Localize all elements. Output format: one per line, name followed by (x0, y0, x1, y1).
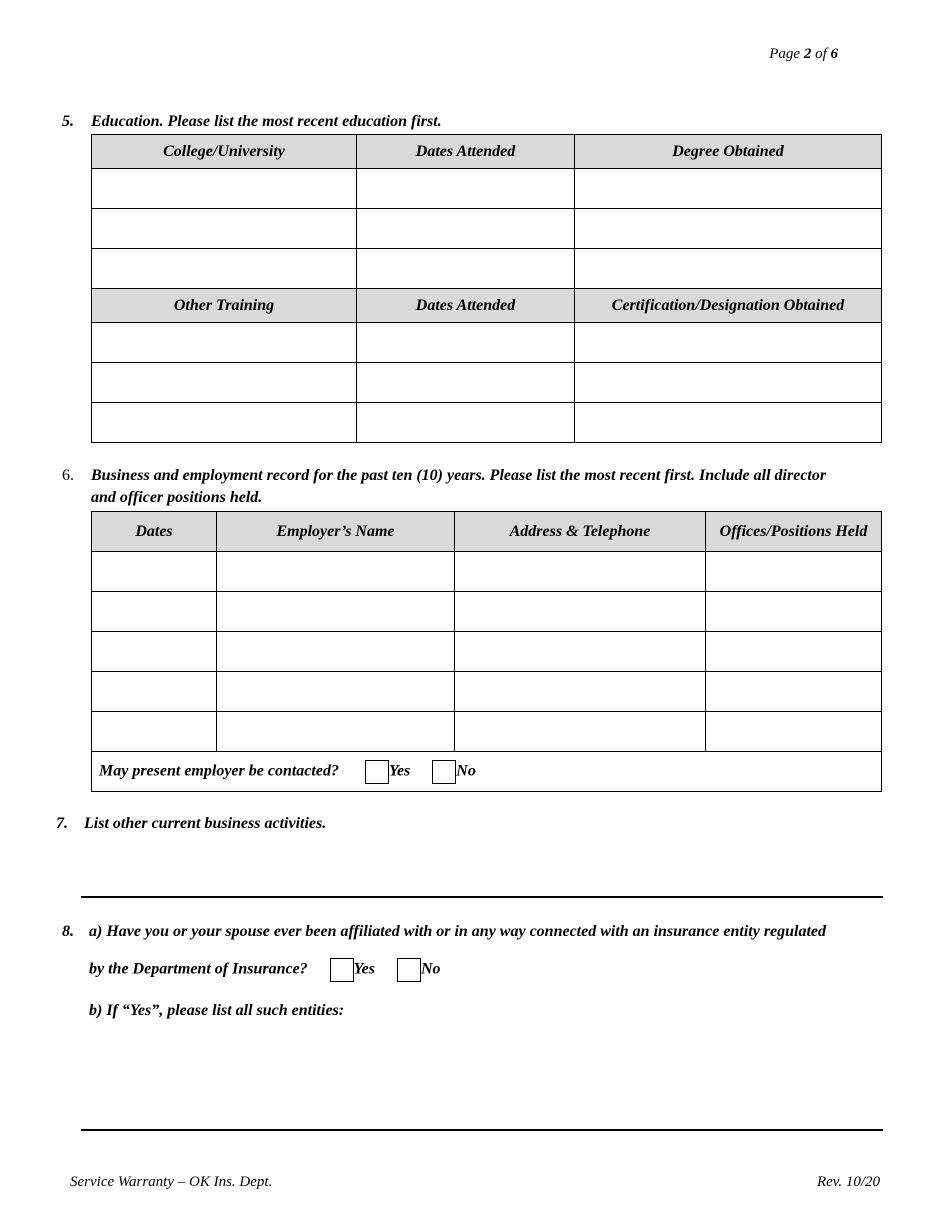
q6-number: 6. (62, 467, 74, 484)
footer-left: Service Warranty – OK Ins. Dept. (70, 1174, 273, 1190)
cell-input[interactable] (575, 169, 882, 209)
cell-input[interactable] (575, 403, 882, 443)
q8-question-b: b) If “Yes”, please list all such entities: (89, 1002, 345, 1019)
q7-answer-line[interactable] (81, 896, 883, 898)
header-other-training: Other Training (92, 289, 357, 323)
cell-input[interactable] (575, 363, 882, 403)
q8-yes-checkbox[interactable] (330, 958, 354, 982)
header-address-telephone: Address & Telephone (455, 512, 706, 552)
cell-input[interactable] (706, 712, 882, 752)
employment-row (92, 552, 882, 592)
q8-number: 8. (62, 923, 74, 940)
q6-question-line2: and officer positions held. (91, 489, 263, 506)
cell-input[interactable] (217, 592, 455, 632)
header-degree-obtained: Degree Obtained (575, 135, 882, 169)
header-dates: Dates (92, 512, 217, 552)
training-row (92, 403, 882, 443)
q8-no-checkbox[interactable] (397, 958, 421, 982)
header-training-dates-attended: Dates Attended (357, 289, 575, 323)
cell-input[interactable] (706, 552, 882, 592)
cell-input[interactable] (706, 672, 882, 712)
employment-row (92, 672, 882, 712)
page-number: Page 2 of 6 (769, 46, 838, 62)
cell-input[interactable] (455, 672, 706, 712)
q7-number: 7. (56, 815, 68, 832)
cell-input[interactable] (455, 552, 706, 592)
q5-number: 5. (62, 113, 74, 130)
q8-question-a-line2-row (89, 958, 441, 982)
cell-input[interactable] (92, 249, 357, 289)
cell-input[interactable] (217, 672, 455, 712)
employment-row (92, 712, 882, 752)
contact-no-checkbox[interactable] (432, 760, 456, 784)
contact-no-label: No (456, 762, 476, 780)
cell-input[interactable] (357, 169, 575, 209)
header-employer-name: Employer’s Name (217, 512, 455, 552)
cell-input[interactable] (706, 592, 882, 632)
training-row (92, 323, 882, 363)
cell-input[interactable] (92, 712, 217, 752)
cell-input[interactable] (92, 323, 357, 363)
cell-input[interactable] (575, 249, 882, 289)
cell-input[interactable] (706, 632, 882, 672)
cell-input[interactable] (357, 403, 575, 443)
education-table (91, 134, 882, 443)
cell-input[interactable] (455, 632, 706, 672)
cell-input[interactable] (455, 592, 706, 632)
cell-input[interactable] (575, 323, 882, 363)
header-offices-positions: Offices/Positions Held (706, 512, 882, 552)
cell-input[interactable] (217, 552, 455, 592)
contact-cell (92, 752, 882, 792)
cell-input[interactable] (357, 249, 575, 289)
q8-no-label: No (421, 960, 441, 978)
q7-question: List other current business activities. (84, 815, 327, 832)
cell-input[interactable] (92, 403, 357, 443)
employment-table (91, 511, 882, 792)
q8-answer-line[interactable] (81, 1129, 883, 1131)
q8-question-a-line1: a) Have you or your spouse ever been affiliated with or in any way connected with an insurance entity regulated (89, 923, 827, 940)
header-college-university: College/University (92, 135, 357, 169)
q6-question-line1: Business and employment record for the past ten (10) years. Please list the most recent first. Include all director (91, 467, 827, 484)
education-row (92, 169, 882, 209)
q8-question-a-line2: by the Department of Insurance? (89, 960, 308, 978)
cell-input[interactable] (92, 552, 217, 592)
cell-input[interactable] (92, 169, 357, 209)
training-row (92, 363, 882, 403)
q8-yes-label: Yes (353, 960, 375, 978)
header-dates-attended: Dates Attended (357, 135, 575, 169)
training-header-row (92, 289, 882, 323)
contact-yes-label: Yes (388, 762, 411, 780)
cell-input[interactable] (357, 209, 575, 249)
contact-question: May present employer be contacted? (99, 762, 339, 780)
employment-row (92, 632, 882, 672)
cell-input[interactable] (357, 323, 575, 363)
education-row (92, 249, 882, 289)
education-header-row (92, 135, 882, 169)
cell-input[interactable] (575, 209, 882, 249)
cell-input[interactable] (92, 209, 357, 249)
contact-row (92, 752, 882, 792)
footer-right: Rev. 10/20 (816, 1174, 880, 1190)
contact-yes-checkbox[interactable] (365, 760, 389, 784)
cell-input[interactable] (92, 632, 217, 672)
cell-input[interactable] (92, 592, 217, 632)
q5-question: Education. Please list the most recent education first. (91, 113, 442, 130)
cell-input[interactable] (217, 712, 455, 752)
employment-header-row (92, 512, 882, 552)
cell-input[interactable] (92, 672, 217, 712)
cell-input[interactable] (357, 363, 575, 403)
header-certification-obtained: Certification/Designation Obtained (575, 289, 882, 323)
education-row (92, 209, 882, 249)
employment-row (92, 592, 882, 632)
cell-input[interactable] (217, 632, 455, 672)
cell-input[interactable] (92, 363, 357, 403)
cell-input[interactable] (455, 712, 706, 752)
